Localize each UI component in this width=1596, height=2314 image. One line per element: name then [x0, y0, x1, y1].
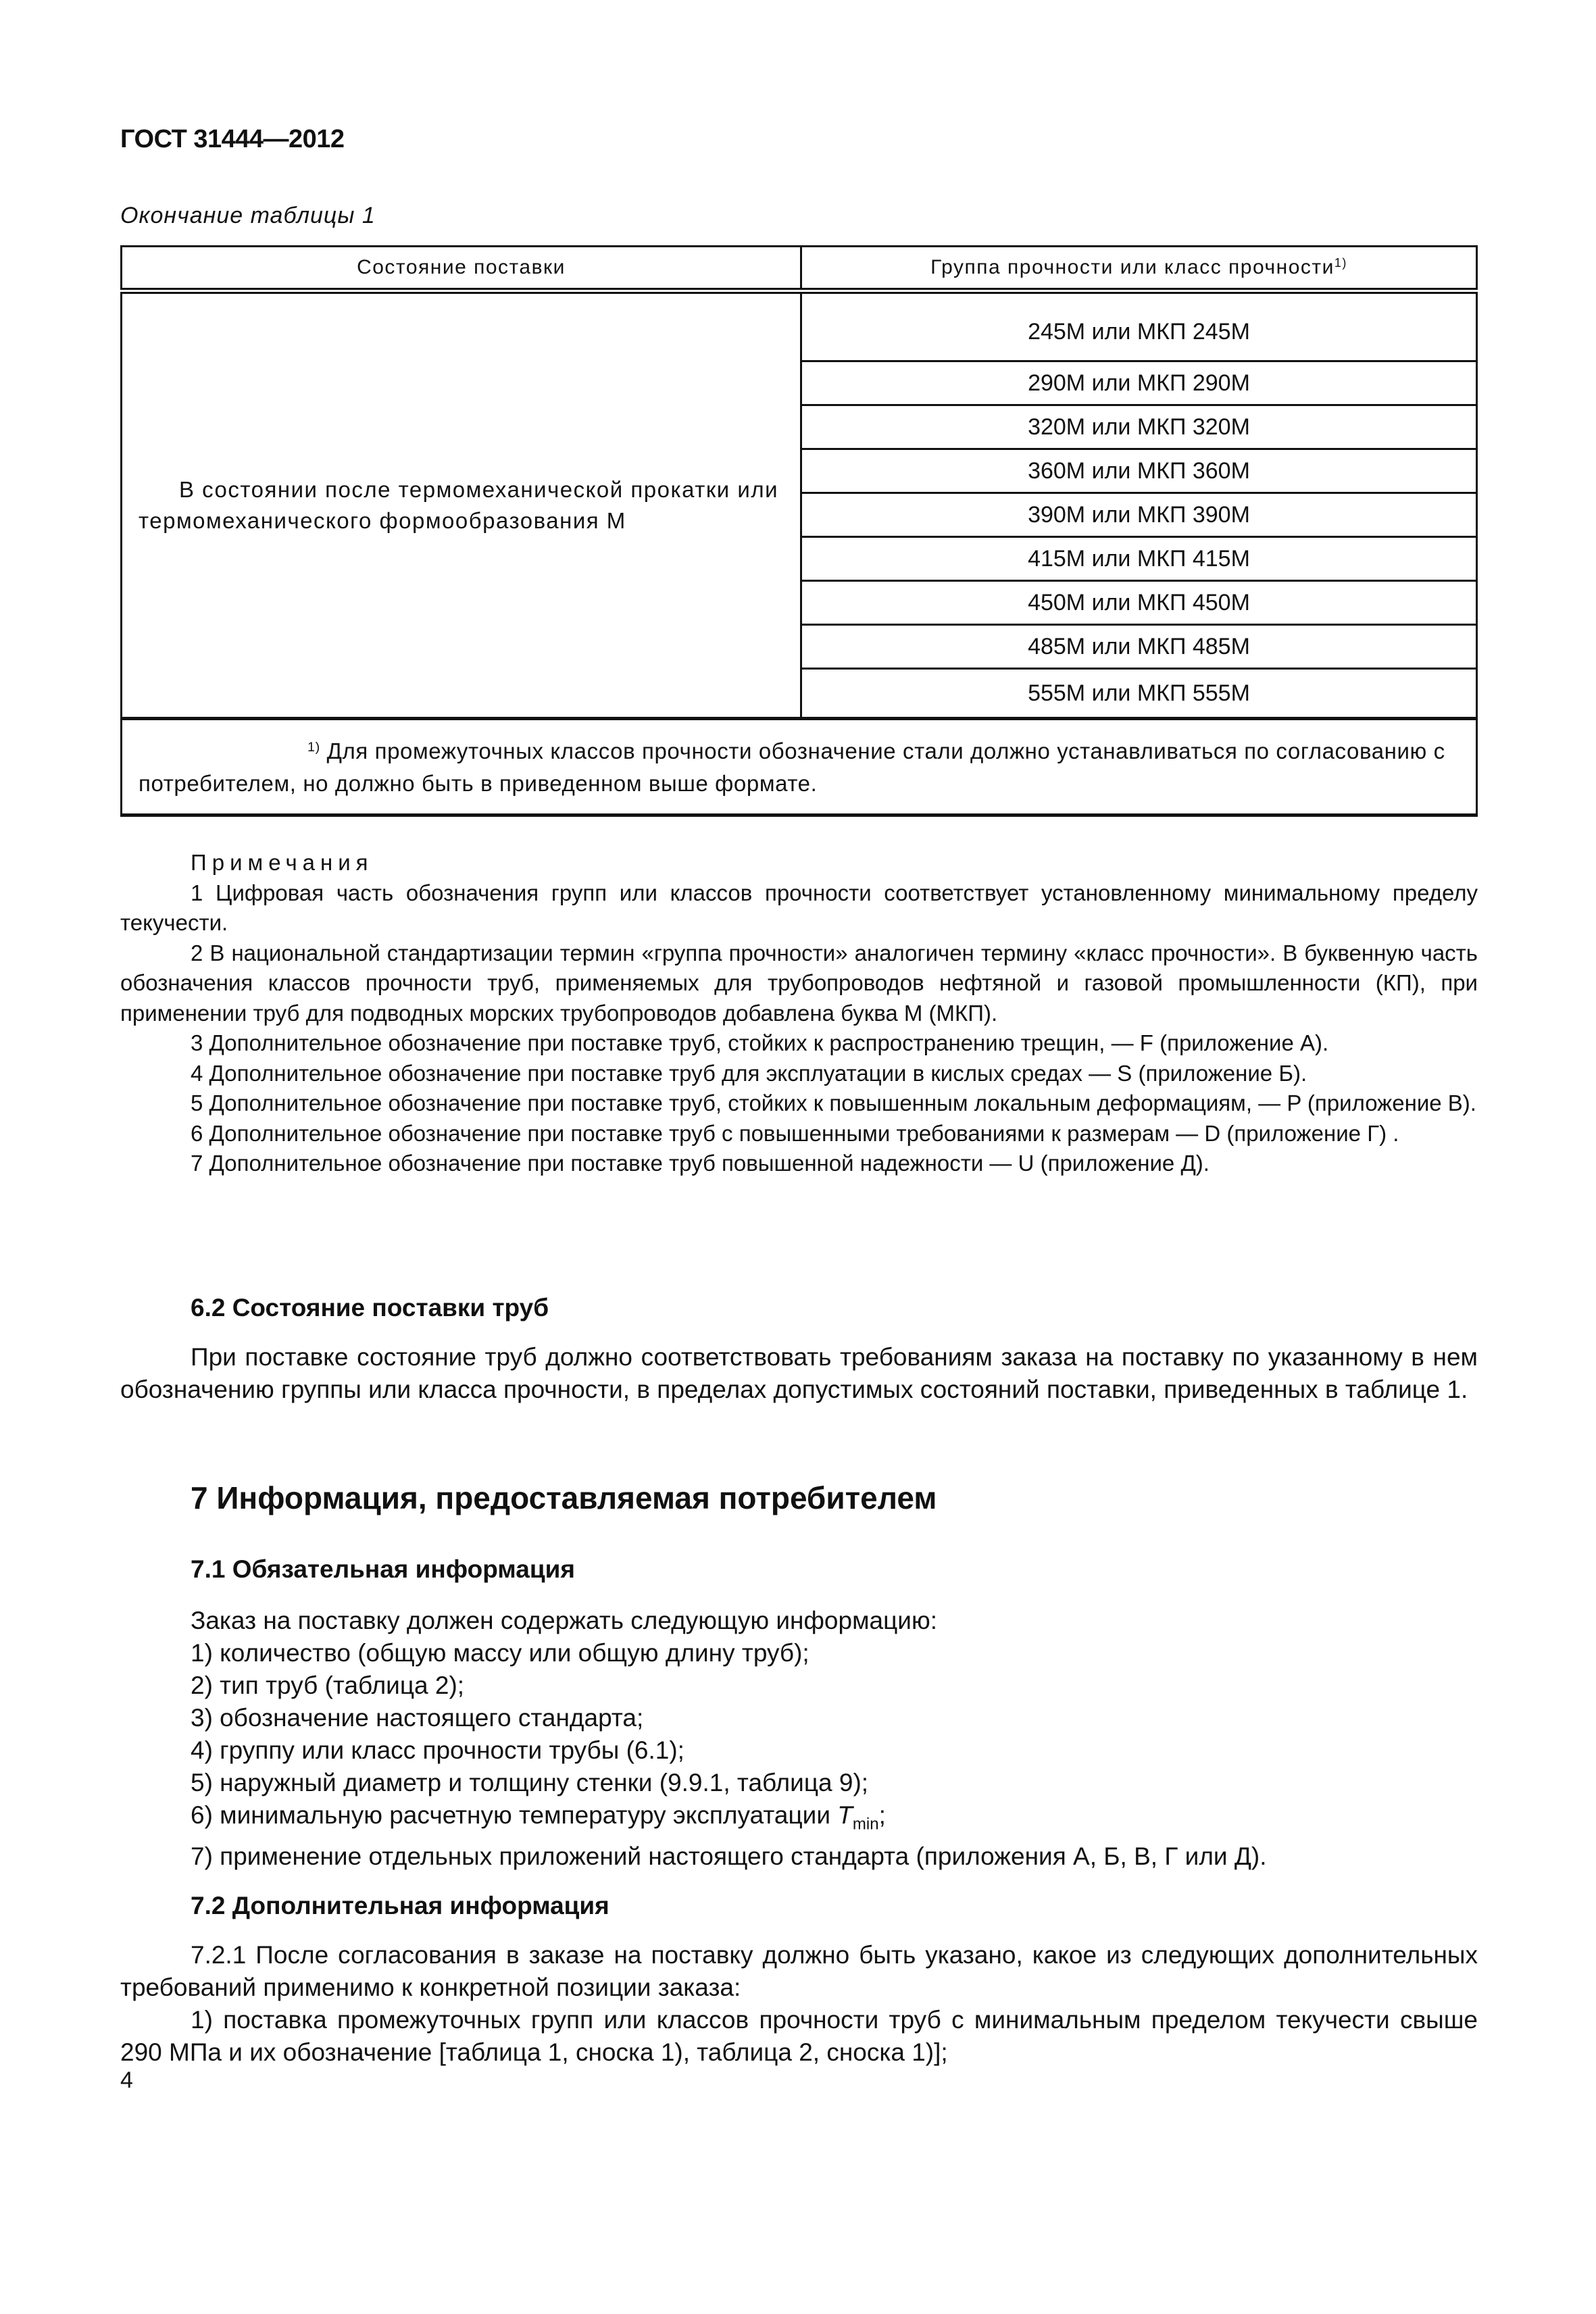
note-item: 6 Дополнительное обозначение при поставке труб с повышенными требованиями к размерам — D (приложение Г) .	[191, 1120, 1399, 1146]
delivery-state-text: В состоянии после термомеханической прокатки или термомеханического формообразования М	[139, 477, 779, 533]
list-item: 4) группу или класс прочности трубы (6.1);	[191, 1736, 684, 1764]
list-item	[120, 1799, 1478, 1840]
list-item: 5) наружный диаметр и толщину стенки (9.9.1, таблица 9);	[191, 1769, 869, 1796]
list-item-text: 6) минимальную расчетную температуру эксплуатации	[191, 1801, 838, 1829]
section-6-2-heading: 6.2 Состояние поставки труб	[191, 1294, 549, 1322]
table-header-row	[122, 247, 1477, 291]
note-item: 4 Дополнительное обозначение при поставке труб для эксплуатации в кислых средах — S (приложение Б).	[191, 1060, 1307, 1086]
note-item: 2 В национальной стандартизации термин «группа прочности» аналогичен термину «класс прочности». В буквенную часть обозначения классов прочности труб, применяемых для трубопроводов нефтяной и газовой промышленности (КП), при применении труб для подводных морских трубопроводов добавлена буква М (МКП).	[120, 940, 1478, 1026]
footnote-mark: 1)	[1334, 256, 1347, 270]
required-info-list	[120, 1605, 1478, 1873]
grade-cell: 360М или МКП 360М	[801, 449, 1477, 493]
grade-cell: 390М или МКП 390М	[801, 493, 1477, 537]
list-item-end: ;	[878, 1801, 886, 1829]
section-7-1-heading: 7.1 Обязательная информация	[191, 1555, 575, 1583]
section-7-2-body	[120, 1939, 1478, 2069]
list-item: 2) тип труб (таблица 2);	[191, 1671, 465, 1699]
list-item: 7) применение отдельных приложений настоящего стандарта (приложения А, Б, В, Г или Д).	[191, 1842, 1267, 1871]
table-caption: Окончание таблицы 1	[120, 203, 376, 228]
grade-cell: 320М или МКП 320М	[801, 405, 1477, 449]
grade-cell: 245М или МКП 245М	[801, 291, 1477, 361]
note-item: 3 Дополнительное обозначение при поставке труб, стойких к распространению трещин, — F (приложение А).	[191, 1030, 1329, 1055]
strength-table	[120, 245, 1478, 817]
grade-cell: 450М или МКП 450М	[801, 581, 1477, 625]
list-item: 3) обозначение настоящего стандарта;	[191, 1704, 644, 1732]
notes-block	[120, 848, 1478, 1179]
footnote-text: Для промежуточных классов прочности обозначение стали должно устанавливаться по согласованию с потребителем, но должно быть в приведенном выше формате.	[139, 738, 1445, 796]
table-footnote	[122, 719, 1477, 815]
temperature-subscript: min	[852, 1815, 879, 1834]
temperature-symbol: T	[837, 1801, 853, 1829]
paragraph-7-2-1: 7.2.1 После согласования в заказе на поставку должно быть указано, какое из следующих дополнительных требований применимо к конкретной позиции заказа:	[120, 1941, 1478, 2001]
notes-heading: Примечания	[191, 850, 374, 875]
column-header-grade-label: Группа прочности или класс прочности	[930, 256, 1335, 278]
document-id: ГОСТ 31444—2012	[120, 125, 345, 153]
grade-cell: 290М или МКП 290М	[801, 361, 1477, 405]
section-6-2-body	[120, 1341, 1478, 1406]
section-6-2-text: При поставке состояние труб должно соответствовать требованиям заказа на поставку по указанному в нем обозначению группы или класса прочности, в пределах допустимых состояний поставки, приведенных в таблице 1.	[120, 1343, 1478, 1403]
note-item: 5 Дополнительное обозначение при поставке труб, стойких к повышенным локальным деформациям, — P (приложение В).	[191, 1090, 1476, 1115]
footnote-mark: 1)	[307, 740, 320, 755]
list-item: 1) количество (общую массу или общую длину труб);	[191, 1639, 809, 1667]
page-number: 4	[120, 2067, 133, 2093]
column-header-state: Состояние поставки	[122, 247, 801, 291]
note-item: 7 Дополнительное обозначение при поставке труб повышенной надежности — U (приложение Д).	[191, 1151, 1210, 1176]
table-footnote-row	[122, 719, 1477, 815]
table-row	[122, 291, 1477, 361]
section-7-heading: 7 Информация, предоставляемая потребителем	[191, 1480, 937, 1515]
delivery-state-cell	[122, 291, 801, 719]
column-header-grade	[801, 247, 1477, 291]
grade-cell: 415М или МКП 415М	[801, 537, 1477, 581]
section-7-2-heading: 7.2 Дополнительная информация	[191, 1892, 609, 1919]
note-item: 1 Цифровая часть обозначения групп или классов прочности соответствует установленному минимальному пределу текучести.	[120, 880, 1478, 935]
grade-cell: 555М или МКП 555М	[801, 669, 1477, 719]
list-intro: Заказ на поставку должен содержать следующую информацию:	[191, 1607, 937, 1634]
grade-cell: 485М или МКП 485М	[801, 625, 1477, 669]
paragraph-item-1: 1) поставка промежуточных групп или классов прочности труб с минимальным пределом текучести свыше 290 МПа и их обозначение [таблица 1, сноска 1), таблица 2, сноска 1)];	[120, 2006, 1478, 2066]
